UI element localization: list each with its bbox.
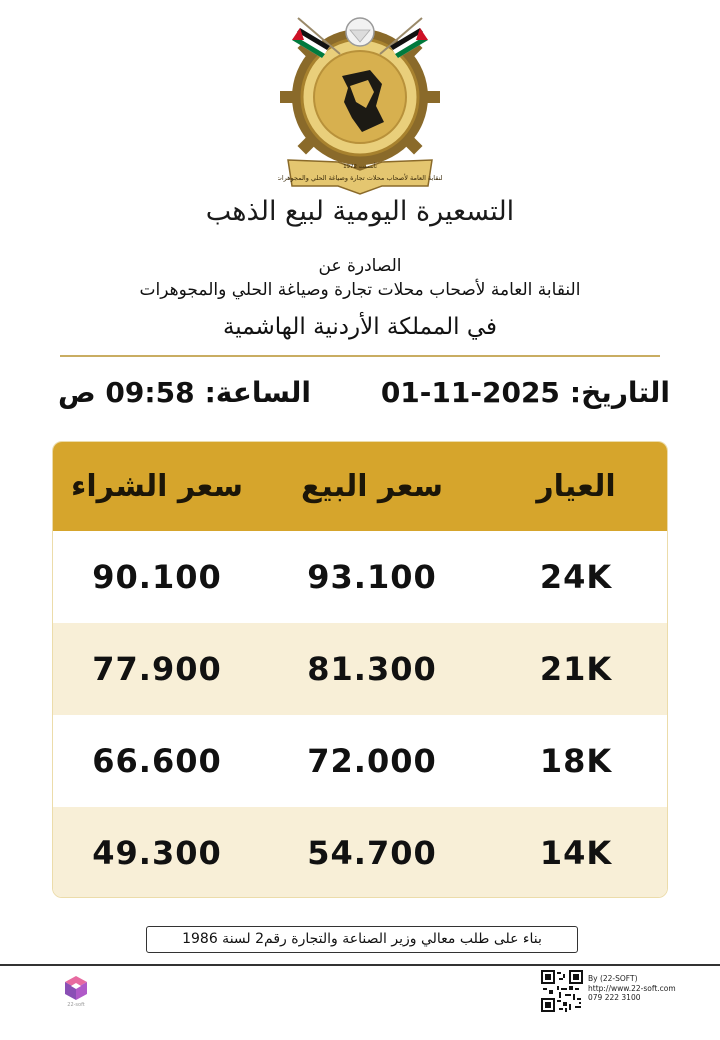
buy-price-cell: 49.300	[92, 834, 222, 872]
table-row	[53, 807, 668, 898]
logo-ribbon-text: النقابة العامة لأصحاب محلات تجارة وصياغة الحلي والمجوهرات	[278, 174, 442, 182]
date-group	[381, 376, 670, 409]
footer-divider	[0, 964, 720, 966]
table-row	[53, 531, 668, 623]
sell-price-cell: 72.000	[307, 742, 437, 780]
header-sell-price: سعر البيع	[300, 469, 444, 504]
qr-code-icon[interactable]	[541, 970, 583, 1012]
sell-price-cell: 93.100	[307, 558, 437, 596]
union-logo	[278, 10, 442, 196]
date-time-row	[50, 376, 670, 424]
header-buy-price: سعر الشراء	[71, 469, 243, 504]
table-header	[53, 442, 668, 531]
header-divider	[60, 355, 660, 357]
logo-est-text: تأسست 1972	[343, 164, 377, 170]
developer-credits	[588, 974, 676, 1003]
karat-cell: 14K	[539, 834, 613, 872]
table-row	[53, 715, 668, 807]
time-group	[58, 376, 311, 409]
brand-caption: 22-soft	[67, 1002, 85, 1008]
decree-note: بناء على طلب معالي وزير الصناعة والتجارة رقم2 لسنة 1986	[146, 926, 578, 953]
page-title: التسعيرة اليومية لبيع الذهب	[205, 196, 515, 227]
issued-by-label: الصادرة عن	[318, 256, 402, 276]
credits-url[interactable]: http://www.22-soft.com	[588, 983, 676, 993]
credits-by: By (22-SOFT)	[588, 974, 638, 983]
sell-price-cell: 81.300	[307, 650, 437, 688]
karat-cell: 24K	[539, 558, 613, 596]
buy-price-cell: 90.100	[92, 558, 222, 596]
karat-cell: 21K	[539, 650, 613, 688]
table-row	[53, 623, 668, 715]
sell-price-cell: 54.700	[307, 834, 437, 872]
header-karat: العيار	[536, 469, 616, 504]
time-label: الساعة:	[204, 376, 311, 409]
karat-cell: 18K	[539, 742, 613, 780]
buy-price-cell: 66.600	[92, 742, 222, 780]
buy-price-cell: 77.900	[92, 650, 222, 688]
date-value: 01-11-2025	[380, 376, 560, 409]
gold-price-table	[52, 441, 668, 898]
time-value: 09:58 ص	[58, 376, 195, 409]
cube-logo-icon	[64, 975, 88, 1001]
credits-phone: 079 222 3100	[588, 993, 641, 1002]
kingdom-name: في المملكة الأردنية الهاشمية	[222, 314, 498, 340]
union-name: النقابة العامة لأصحاب محلات تجارة وصياغة الحلي والمجوهرات	[139, 280, 581, 300]
date-label: التاريخ:	[569, 376, 670, 409]
